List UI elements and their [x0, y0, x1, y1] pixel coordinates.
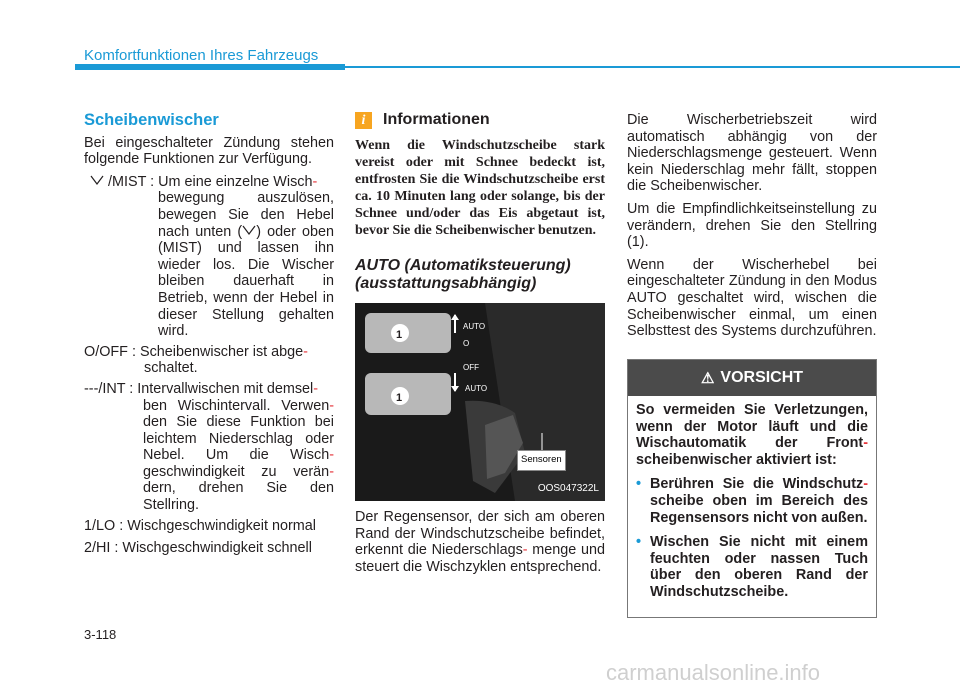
column-right — [627, 112, 877, 346]
info-header — [355, 112, 605, 129]
hi-text: 2/HI : Wischgeschwindigkeit schnell — [84, 540, 312, 557]
figure-callout: 1 — [396, 392, 403, 404]
warning-intro: So vermeiden Sie Verletzungen, wenn der Motor läuft und die Wischautomatik der Front- scheibenwischer aktiviert ist: — [636, 402, 868, 468]
auto-title — [355, 257, 605, 293]
column-left — [84, 112, 334, 563]
chevron-down-icon — [242, 224, 256, 240]
int-label: ---/INT : — [84, 380, 134, 397]
bullet-dot-icon: • — [636, 534, 642, 551]
figure-label-o: O — [463, 339, 470, 348]
warning-body — [628, 402, 876, 601]
mist-item — [84, 174, 334, 340]
paragraph-3: Wenn der Wischerhebel bei eingeschalteter Zündung in den Modus AUTO geschaltet wird, wischen die Scheibenwischer einmal, um einen Selbsttest des Systems durchzuführen. — [627, 256, 877, 340]
hyphen: - — [863, 476, 868, 493]
page-number: 3-118 — [84, 627, 117, 642]
hyphen: - — [329, 397, 334, 414]
hyphen: - — [329, 447, 334, 464]
info-title: Informationen — [383, 111, 490, 129]
int-text-e: dern, drehen Sie den Stellring. — [143, 480, 334, 514]
auto-title-line-1: AUTO (Automatiksteuerung) — [355, 257, 571, 274]
warning-bullet: • Wischen Sie nicht mit einem feuchten oder nassen Tuch über den oberen Rand der Windschutzscheibe. — [636, 534, 868, 600]
figure-label-sensor: Sensoren — [517, 450, 566, 471]
figure-label-auto: AUTO — [465, 384, 488, 393]
figure-code: OOS047322L — [537, 483, 599, 495]
int-text-d: geschwindigkeit zu verän — [143, 463, 330, 480]
column-middle — [355, 112, 605, 581]
info-icon: i — [355, 112, 372, 129]
hyphen: - — [312, 173, 318, 190]
warning-header — [628, 360, 876, 396]
header-rule-accent — [75, 64, 345, 70]
warning-box — [627, 359, 877, 618]
int-text-a: Intervallwischen mit demsel — [137, 380, 314, 397]
section-title: Scheibenwischer — [84, 111, 219, 129]
figure-label-auto: AUTO — [463, 322, 486, 331]
off-item — [84, 344, 334, 377]
regensensor-text: Der Regensensor, der sich am oberen Rand der Windschutzscheibe befindet, erkennt die Niederschlags- menge und steuert die Wischzyklen entsprechend. — [355, 509, 606, 575]
hyphen: - — [303, 343, 308, 360]
off-label: O/OFF : — [84, 343, 136, 360]
bullet-dot-icon: • — [636, 476, 642, 493]
paragraph-1: Die Wischerbetriebszeit wird automatisch abhängig von der Niederschlagsmenge gesteuert. Wenn kein Niederschlag mehr fällt, stoppen die Scheibenwischer. — [627, 112, 877, 195]
off-text-b: schaltet. — [144, 360, 198, 377]
chevron-down-icon — [84, 174, 108, 190]
wiper-figure — [355, 303, 605, 501]
warning-bullet: • Berühren Sie die Windschutz- scheibe oben im Bereich des Regensensors nicht von außen. — [636, 476, 868, 526]
paragraph-2: Um die Empfindlichkeitseinstellung zu verändern, drehen Sie den Stellring (1). — [627, 200, 877, 251]
watermark: carmanualsonline.info — [606, 660, 821, 685]
off-text-a: Scheibenwischer ist abge — [139, 343, 304, 360]
figure-label-off: OFF — [463, 363, 479, 372]
lo-text: 1/LO : Wischgeschwindigkeit normal — [84, 517, 316, 534]
int-text-b: ben Wischintervall. Verwen — [143, 397, 330, 414]
hyphen: - — [863, 435, 868, 452]
info-body: Wenn die Windschutzscheibe stark vereist oder mit Schnee bedeckt ist, entfrosten Sie die Windschutzscheibe erst ca. 10 Minuten lang oder solange, bis der Schnee und/oder das Eis abgetaut ist, bevor Sie die Scheibenwischer benutzen. — [355, 138, 605, 238]
int-item — [84, 381, 334, 514]
hyphen: - — [522, 542, 528, 559]
figure-callout: 1 — [396, 329, 403, 341]
mist-text-a: Um eine einzelne Wisch — [158, 173, 313, 190]
intro-text: Bei eingeschalteter Zündung stehen folgende Funktionen zur Verfügung. — [84, 134, 334, 168]
warning-triangle-icon: ⚠ — [700, 370, 715, 387]
mist-text-c: ) oder oben (MIST) und lassen ihn wieder los. Die Wischer bleiben dauerhaft in Betrieb, wenn der Hebel in dieser Stellung gehalten wird. — [158, 223, 334, 340]
mist-text-b: bewegung auszulösen, bewegen Sie den Hebel nach unten ( — [158, 190, 334, 240]
warning-title: VORSICHT — [720, 369, 804, 386]
auto-title-line-2: (ausstattungsabhängig) — [355, 275, 537, 292]
hyphen: - — [313, 380, 319, 397]
hyphen: - — [329, 463, 334, 480]
int-text-c: den Sie diese Funktion bei leichtem Niederschlag oder Nebel. Um die Wisch — [143, 414, 334, 464]
mist-label: /MIST : — [108, 173, 155, 190]
header-title: Komfortfunktionen Ihres Fahrzeugs — [84, 47, 319, 64]
